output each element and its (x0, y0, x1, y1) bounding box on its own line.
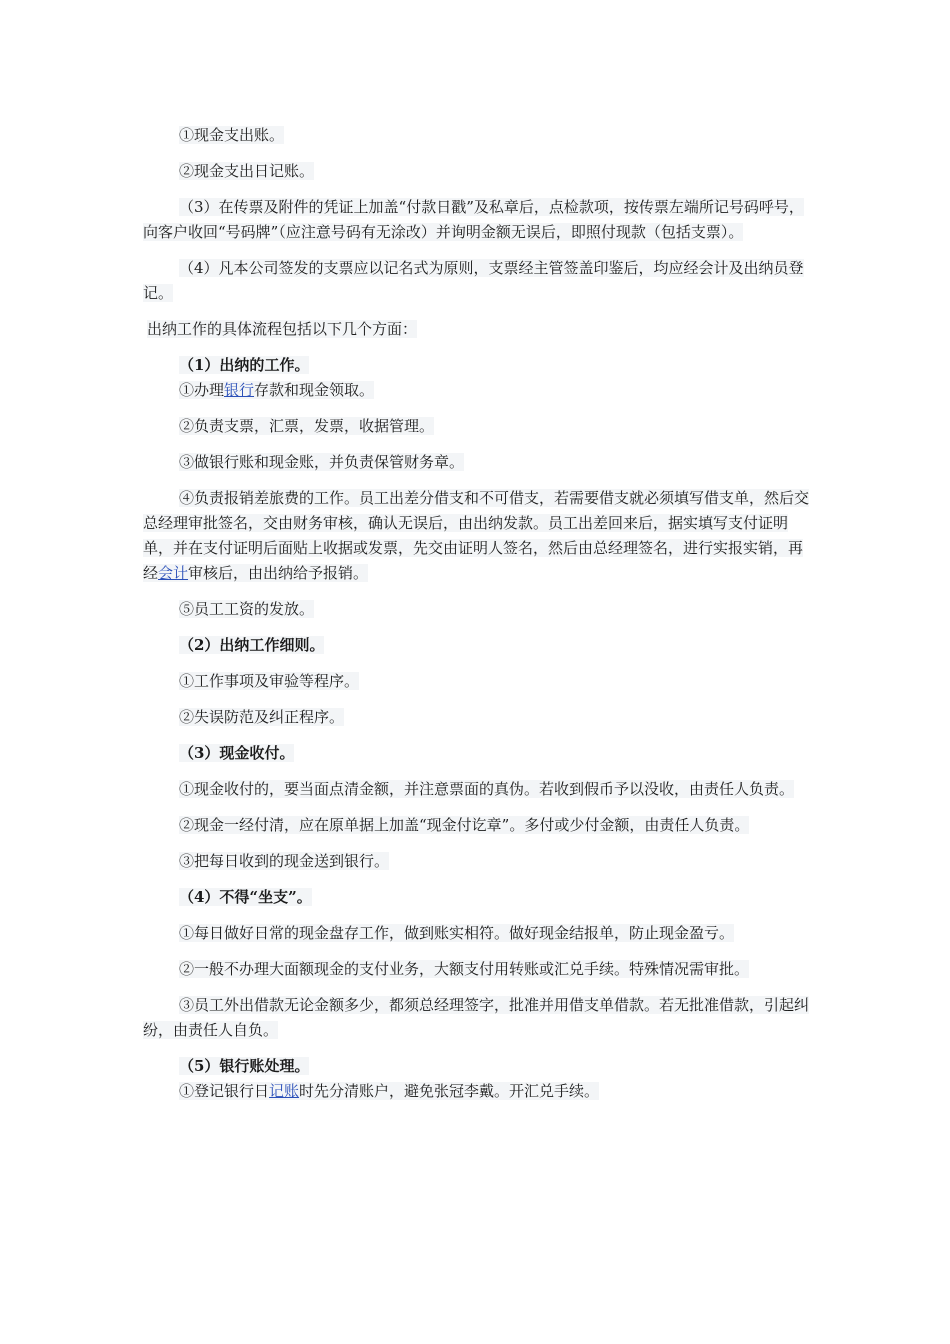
heading-5: （5）银行账处理。 (179, 1057, 310, 1075)
paragraph-cash-deposit: ③把每日收到的现金送到银行。 (179, 852, 390, 870)
paragraph-accounts: ③做银行账和现金账，并负责保管财务章。 (179, 453, 465, 471)
paragraph-daily-count: ①每日做好日常的现金盘存工作，做到账实相符。做好现金结报单，防止现金盈亏。 (179, 924, 735, 942)
paragraph-wages: ⑤员工工资的发放。 (179, 600, 315, 618)
document-body (143, 123, 811, 1104)
paragraph-cash-count: ①现金收付的，要当面点清金额，并注意票面的真伪。若收到假币予以没收，由责任人负责。 (179, 780, 795, 798)
paragraph-loans: ③员工外出借款无论金额多少，都须总经理签字，批准并用借支单借款。若无批准借款，引起纠纷，由责任人自负。 (143, 996, 810, 1039)
link-bookkeeping[interactable]: 记账 (269, 1082, 300, 1100)
paragraph-3: （3）在传票及附件的凭证上加盖“付款日戳”及私章后，点检款项，按传票左端所记号码呼号，向客户收回“号码牌”（应注意号码有无涂改）并询明金额无误后，即照付现款（包括支票）。 (143, 198, 804, 241)
paragraph-checks: ②负责支票，汇票，发票，收据管理。 (179, 417, 435, 435)
paragraph-errors: ②失误防范及纠正程序。 (179, 708, 345, 726)
paragraph-travel: ④负责报销差旅费的工作。员工出差分借支和不可借支，若需要借支就必须填写借支单，然后交总经理审批签名，交由财务审核，确认无误后，由出纳发款。员工出差回来后，据实填写支付证明单，并在支付证明后面贴上收据或发票，先交由证明人签名，然后由总经理签名，进行实报实销，再经会计审核后，由出纳给予报销。 (143, 489, 810, 582)
section-intro: 出纳工作的具体流程包括以下几个方面： (147, 320, 418, 338)
paragraph-cash-stamp: ②现金一经付清，应在原单据上加盖“现金付讫章”。多付或少付金额，由责任人负责。 (179, 816, 750, 834)
paragraph-large-payments: ②一般不办理大面额现金的支付业务，大额支付用转账或汇兑手续。特殊情况需审批。 (179, 960, 750, 978)
link-accounting[interactable]: 会计 (158, 564, 189, 582)
paragraph-2: ②现金支出日记账。 (179, 162, 315, 180)
paragraph-bank: ①办理银行存款和现金领取。 (179, 381, 375, 399)
paragraph-procedures: ①工作事项及审验等程序。 (179, 672, 360, 690)
paragraph-bank-ledger: ①登记银行日记账时先分清账户，避免张冠李戴。开汇兑手续。 (179, 1082, 600, 1100)
heading-3: （3）现金收付。 (179, 744, 295, 762)
link-bank[interactable]: 银行 (224, 381, 255, 399)
heading-1: （1）出纳的工作。 (179, 356, 310, 374)
heading-2: （2）出纳工作细则。 (179, 636, 325, 654)
paragraph-4: （4）凡本公司签发的支票应以记名式为原则，支票经主管签盖印鉴后，均应经会计及出纳员登记。 (143, 259, 804, 302)
heading-4: （4）不得“坐支”。 (179, 888, 312, 906)
paragraph-1: ①现金支出账。 (179, 126, 285, 144)
